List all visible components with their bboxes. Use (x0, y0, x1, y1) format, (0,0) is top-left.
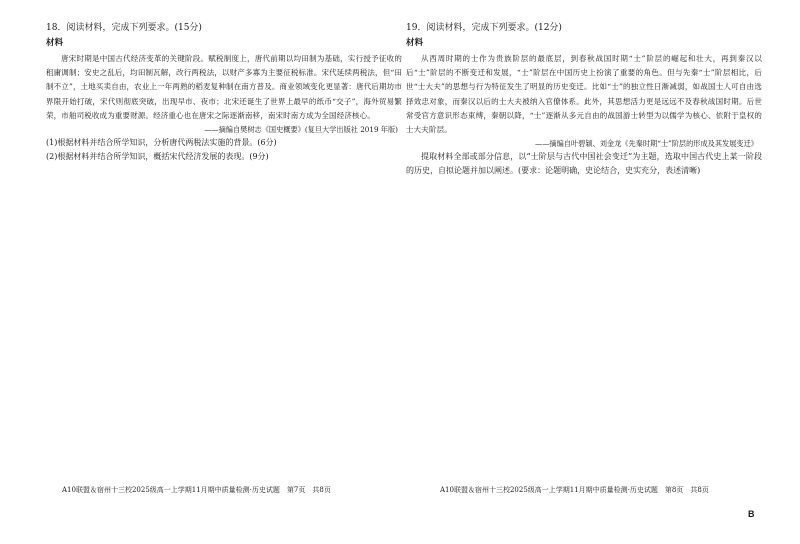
sub-question-2: (2)根据材料并结合所学知识，概括宋代经济发展的表现。(9分) (46, 151, 269, 161)
material-paragraph: 唐宋时期是中国古代经济变革的关键阶段。赋税制度上，唐代前期以均田制为基础，实行授予征收的租庸调制；安史之乱后，均田制瓦解，改行两税法，以财产多寡为主要征税标准。宋代延续两税法，但“田制不立”，土地买卖自由，农业上一年两熟的稻麦复种制在南方普及。商业领域变化更显著：唐代后期坊市界限开始打破，宋代则彻底突破，出现早市、夜市；北宋还诞生了世界上最早的纸币“交子”，海外贸易繁荣，市舶司税收成为重要财源。经济重心也在唐宋之际逐渐南移，南宋时南方成为全国经济核心。 (46, 54, 402, 120)
question-19-title: 19．阅读材料，完成下列要求。(12分) (406, 23, 562, 33)
page-footer-right: A10联盟＆宿州十三校2025级高一上学期11月期中质量检测·历史试题 第8页 共8页 (440, 486, 709, 494)
question-task: 提取材料全部或部分信息，以“士阶层与古代中国社会变迁”为主题，选取中国古代史上某一阶段的历史，自拟论题并加以阐述。(要求：论题明确，史论结合，史实充分，表述清晰) (406, 152, 762, 176)
sub-question-1: (1)根据材料并结合所学知识，分析唐代两税法实施的背景。(6分) (46, 138, 277, 148)
page-footer-left: A10联盟＆宿州十三校2025级高一上学期11月期中质量检测·历史试题 第7页 共8页 (62, 486, 331, 494)
material-source: ——摘编自叶碧颖、刘金龙《先秦时期“士”阶层的形成及其发展变迁》 (535, 139, 758, 149)
material-label: 材料 (406, 38, 424, 48)
material-paragraph: 从西周时期的士作为贵族阶层的最底层，到春秋战国时期“士”阶层的崛起和壮大，再到秦汉以后“士”阶层的不断变迁和发展，“士”阶层在中国历史上扮演了重要的角色。但与先秦“士”阶层相比，后世“士大夫”的思想与行为特征发生了明显的历史变迁。比如“士”的独立性日渐减弱，如战国士人可自由选择效忠对象，而秦汉以后的士大夫被纳入官僚体系。此外，其思想活力更是远远不及春秋战国时期。后世常受官方意识形态束缚，秦朝以降，“士”逐渐从多元自由的战国游士转型为以儒学为核心、依附于皇权的士大夫阶层。 (406, 54, 762, 135)
paper-version-mark: B (748, 509, 755, 519)
right-column (406, 22, 762, 178)
left-column (46, 22, 402, 163)
material-source: ——摘编自樊树志《国史概要》(复旦大学出版社 2019 年版) (204, 125, 398, 135)
question-18-title: 18．阅读材料，完成下列要求。(15分) (46, 23, 202, 33)
material-label: 材料 (46, 38, 64, 48)
